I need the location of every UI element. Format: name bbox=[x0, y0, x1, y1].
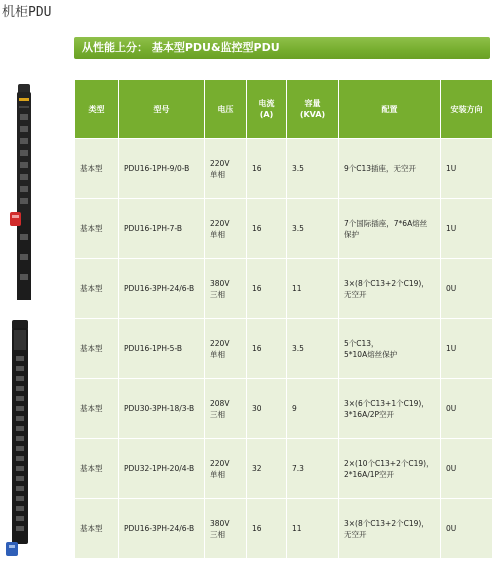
config-line-2: 2*16A/1P空开 bbox=[344, 469, 395, 479]
pdu-product-image-1 bbox=[10, 84, 32, 300]
type-text: 基本型 bbox=[80, 224, 103, 233]
voltage-value: 380V bbox=[210, 278, 230, 288]
table-header-row bbox=[75, 80, 493, 139]
config-line-2: 无空开 bbox=[344, 529, 367, 539]
cell-type bbox=[75, 499, 119, 559]
cell-config bbox=[339, 259, 441, 319]
model-text: PDU16-3PH-24/6-B bbox=[124, 524, 195, 533]
phase-value: 单相 bbox=[210, 349, 225, 359]
cell-type bbox=[75, 319, 119, 379]
cell-current bbox=[247, 259, 287, 319]
table-row bbox=[75, 199, 493, 259]
config-line-2: 3*16A/2P空开 bbox=[344, 409, 395, 419]
cell-mount bbox=[441, 379, 493, 439]
model-text: PDU16-1PH-7-B bbox=[124, 224, 183, 233]
capacity-value: 11 bbox=[292, 524, 302, 533]
cell-current bbox=[247, 139, 287, 199]
capacity-value: 3.5 bbox=[292, 224, 304, 233]
model-text: PDU30-3PH-18/3-B bbox=[124, 404, 195, 413]
voltage-value: 380V bbox=[210, 518, 230, 528]
mount-value: 1U bbox=[446, 344, 457, 353]
capacity-value: 11 bbox=[292, 284, 302, 293]
voltage-value: 220V bbox=[210, 458, 230, 468]
cell-current bbox=[247, 199, 287, 259]
cell-capacity bbox=[287, 199, 339, 259]
cell-capacity bbox=[287, 139, 339, 199]
table-row bbox=[75, 499, 493, 559]
pdu-spec-table bbox=[74, 79, 493, 559]
cell-voltage bbox=[205, 139, 247, 199]
capacity-value: 3.5 bbox=[292, 344, 304, 353]
header-model bbox=[119, 80, 205, 139]
pdu-product-image-2 bbox=[6, 320, 32, 560]
current-value: 16 bbox=[252, 164, 262, 173]
config-line-1: 3×(6个C13+1个C19)， bbox=[344, 398, 429, 408]
current-value: 32 bbox=[252, 464, 262, 473]
config-line-1: 7个国际插座，7*6A熔丝 bbox=[344, 218, 428, 228]
mount-value: 0U bbox=[446, 284, 457, 293]
cell-voltage bbox=[205, 439, 247, 499]
header-type bbox=[75, 80, 119, 139]
header-config bbox=[339, 80, 441, 139]
header-label: 配置 bbox=[381, 104, 398, 114]
cell-model bbox=[119, 259, 205, 319]
cell-voltage bbox=[205, 379, 247, 439]
mount-value: 1U bbox=[446, 224, 457, 233]
type-text: 基本型 bbox=[80, 464, 103, 473]
cell-mount bbox=[441, 499, 493, 559]
mount-value: 0U bbox=[446, 464, 457, 473]
phase-value: 单相 bbox=[210, 469, 225, 479]
model-text: PDU16-1PH-5-B bbox=[124, 344, 183, 353]
current-value: 16 bbox=[252, 284, 262, 293]
voltage-value: 220V bbox=[210, 158, 230, 168]
current-value: 16 bbox=[252, 344, 262, 353]
type-text: 基本型 bbox=[80, 404, 103, 413]
voltage-value: 220V bbox=[210, 338, 230, 348]
config-line-1: 9个C13插座，无空开 bbox=[344, 164, 417, 173]
config-line-1: 3×(8个C13+2个C19)， bbox=[344, 518, 429, 528]
cell-model bbox=[119, 139, 205, 199]
header-label: 容量 bbox=[304, 99, 321, 108]
capacity-value: 3.5 bbox=[292, 164, 304, 173]
phase-value: 三相 bbox=[210, 289, 225, 299]
header-label: 电流 bbox=[258, 99, 275, 108]
table-row bbox=[75, 439, 493, 499]
cell-capacity bbox=[287, 259, 339, 319]
cell-config bbox=[339, 139, 441, 199]
config-line-1: 5个C13， bbox=[344, 338, 379, 348]
cell-type bbox=[75, 199, 119, 259]
cell-capacity bbox=[287, 499, 339, 559]
config-line-1: 3×(8个C13+2个C19)， bbox=[344, 278, 429, 288]
header-label: 安装方向 bbox=[450, 104, 483, 114]
cell-config bbox=[339, 319, 441, 379]
capacity-value: 7.3 bbox=[292, 464, 304, 473]
cell-capacity bbox=[287, 439, 339, 499]
cell-model bbox=[119, 499, 205, 559]
cell-current bbox=[247, 379, 287, 439]
type-text: 基本型 bbox=[80, 524, 103, 533]
phase-value: 单相 bbox=[210, 229, 225, 239]
cell-mount bbox=[441, 199, 493, 259]
current-value: 16 bbox=[252, 524, 262, 533]
phase-value: 三相 bbox=[210, 409, 225, 419]
cell-model bbox=[119, 379, 205, 439]
cell-voltage bbox=[205, 499, 247, 559]
config-line-2: 无空开 bbox=[344, 289, 367, 299]
table-row bbox=[75, 139, 493, 199]
model-text: PDU32-1PH-20/4-B bbox=[124, 464, 195, 473]
cell-model bbox=[119, 439, 205, 499]
current-value: 16 bbox=[252, 224, 262, 233]
cell-voltage bbox=[205, 199, 247, 259]
cell-type bbox=[75, 139, 119, 199]
mount-value: 1U bbox=[446, 164, 457, 173]
cell-type bbox=[75, 259, 119, 319]
voltage-value: 220V bbox=[210, 218, 230, 228]
cell-config bbox=[339, 199, 441, 259]
mount-value: 0U bbox=[446, 404, 457, 413]
capacity-value: 9 bbox=[292, 404, 297, 413]
cell-type bbox=[75, 439, 119, 499]
cell-voltage bbox=[205, 259, 247, 319]
cell-capacity bbox=[287, 379, 339, 439]
type-text: 基本型 bbox=[80, 344, 103, 353]
table-row bbox=[75, 379, 493, 439]
model-text: PDU16-3PH-24/6-B bbox=[124, 284, 195, 293]
cell-mount bbox=[441, 439, 493, 499]
cell-type bbox=[75, 379, 119, 439]
header-label: 电压 bbox=[217, 104, 234, 114]
cell-config bbox=[339, 379, 441, 439]
mount-value: 0U bbox=[446, 524, 457, 533]
cell-mount bbox=[441, 319, 493, 379]
phase-value: 单相 bbox=[210, 169, 225, 179]
config-line-1: 2×(10个C13+2个C19)， bbox=[344, 458, 434, 468]
cell-capacity bbox=[287, 319, 339, 379]
cell-voltage bbox=[205, 319, 247, 379]
header-voltage bbox=[205, 80, 247, 139]
cell-current bbox=[247, 319, 287, 379]
voltage-value: 208V bbox=[210, 398, 230, 408]
type-text: 基本型 bbox=[80, 164, 103, 173]
cell-mount bbox=[441, 139, 493, 199]
cell-current bbox=[247, 439, 287, 499]
cell-current bbox=[247, 499, 287, 559]
cell-config bbox=[339, 439, 441, 499]
table-row bbox=[75, 319, 493, 379]
cell-model bbox=[119, 319, 205, 379]
type-text: 基本型 bbox=[80, 284, 103, 293]
header-unit: (A) bbox=[259, 110, 274, 119]
cell-model bbox=[119, 199, 205, 259]
cell-mount bbox=[441, 259, 493, 319]
page-title: 机柜PDU bbox=[2, 5, 52, 20]
section-banner: 从性能上分： 基本型PDU&监控型PDU bbox=[74, 37, 490, 59]
header-current bbox=[247, 80, 287, 139]
header-mount bbox=[441, 80, 493, 139]
cell-config bbox=[339, 499, 441, 559]
phase-value: 三相 bbox=[210, 529, 225, 539]
header-label: 类型 bbox=[88, 104, 105, 114]
model-text: PDU16-1PH-9/0-B bbox=[124, 164, 190, 173]
config-line-2: 5*10A熔丝保护 bbox=[344, 349, 398, 359]
header-unit: (KVA) bbox=[299, 110, 326, 119]
header-capacity bbox=[287, 80, 339, 139]
current-value: 30 bbox=[252, 404, 262, 413]
config-line-2: 保护 bbox=[344, 229, 359, 239]
table-row bbox=[75, 259, 493, 319]
header-label: 型号 bbox=[153, 104, 170, 114]
